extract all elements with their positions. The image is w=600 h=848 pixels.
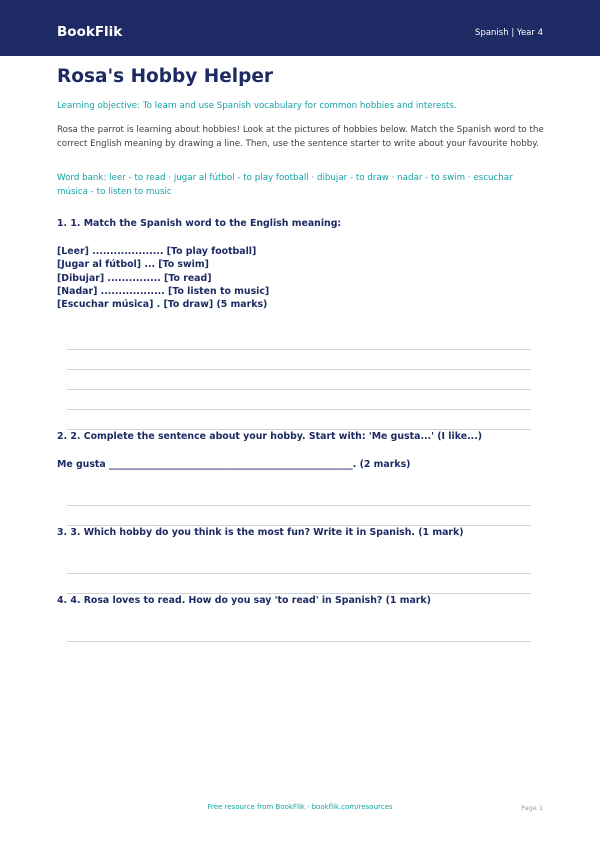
intro-paragraph: Rosa the parrot is learning about hobbies! Look at the pictures of hobbies below. Match the Spanish word to the correct English meaning by drawing a line. Then, use the sentence starter to write about your favourite hobby. [57,125,544,149]
question-2: 2. 2. Complete the sentence about your hobby. Start with: 'Me gusta...' (I like...) [57,431,483,442]
question-1: 1. 1. Match the Spanish word to the English meaning: [57,218,342,229]
matching-line: [Escuchar música] . [To draw] (5 marks) [57,299,268,311]
matching-line: [Nadar] .................. [To listen to music] [57,285,270,297]
answer-line[interactable] [67,369,531,370]
question-3: 3. 3. Which hobby do you think is the most fun? Write it in Spanish. (1 mark) [57,527,464,538]
matching-line: [Jugar al fútbol] ... [To swim] [57,259,209,271]
learning-objective: Learning objective: To learn and use Spanish vocabulary for common hobbies and interests. [57,101,457,111]
word-bank: Word bank: leer - to read · jugar al fútbol - to play football · dibujar - to draw · nadar - to swim · escuchar música - to listen to music [57,173,513,197]
page-number: Page 1 [521,804,543,812]
answer-line[interactable] [67,641,531,642]
answer-line[interactable] [67,349,531,350]
brand-logo: BookFlik [57,24,123,40]
header-bar [0,0,600,56]
matching-list [57,245,269,311]
answer-line[interactable] [67,505,531,506]
matching-line: [Dibujar] ............... [To read] [57,272,212,284]
answer-line[interactable] [67,409,531,410]
answer-line[interactable] [67,389,531,390]
answer-line[interactable] [67,573,531,574]
sentence-starter: Me gusta ____________________________________________________. (2 marks) [57,459,411,470]
subject-year-label: Spanish | Year 4 [475,28,543,38]
question-4: 4. 4. Rosa loves to read. How do you say 'to read' in Spanish? (1 mark) [57,595,431,606]
worksheet-title: Rosa's Hobby Helper [57,66,274,87]
footer-credit: Free resource from BookFlik · bookflik.com/resources [207,803,393,811]
matching-line: [Leer] .................... [To play football] [57,246,257,257]
